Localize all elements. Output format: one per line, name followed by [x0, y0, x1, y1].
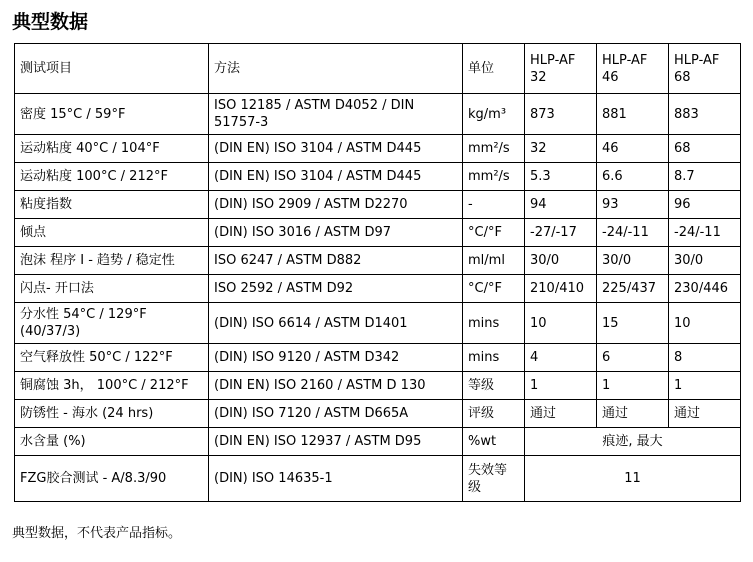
table-row [15, 191, 741, 219]
row-method: (DIN) ISO 2909 / ASTM D2270 [209, 191, 463, 219]
row-hlp-af-32: 10 [525, 303, 597, 344]
row-test-item: 泡沫 程序 I - 趋势 / 稳定性 [15, 247, 209, 275]
row-hlp-af-68: 通过 [669, 400, 741, 428]
row-hlp-af-32: 4 [525, 344, 597, 372]
row-hlp-af-68: 96 [669, 191, 741, 219]
row-hlp-af-68: 883 [669, 94, 741, 135]
table-body [15, 44, 741, 502]
row-hlp-af-46: 881 [597, 94, 669, 135]
row-test-item: 防锈性 - 海水 (24 hrs) [15, 400, 209, 428]
row-unit: mm²/s [463, 163, 525, 191]
row-hlp-af-46: 通过 [597, 400, 669, 428]
typical-data-table [14, 43, 741, 502]
row-hlp-af-46: 6.6 [597, 163, 669, 191]
row-hlp-af-46: 30/0 [597, 247, 669, 275]
row-unit: - [463, 191, 525, 219]
row-hlp-af-32: 30/0 [525, 247, 597, 275]
table-row [15, 247, 741, 275]
row-hlp-af-32: -27/-17 [525, 219, 597, 247]
row-test-item: 粘度指数 [15, 191, 209, 219]
header-hlp-af-32: HLP-AF 32 [525, 44, 597, 94]
row-unit: mins [463, 344, 525, 372]
row-hlp-af-32: 1 [525, 372, 597, 400]
row-hlp-af-68: 10 [669, 303, 741, 344]
row-unit: °C/°F [463, 275, 525, 303]
table-row [15, 372, 741, 400]
table-row [15, 428, 741, 456]
row-hlp-af-46: 46 [597, 135, 669, 163]
row-hlp-af-68: 230/446 [669, 275, 741, 303]
row-hlp-af-46: 15 [597, 303, 669, 344]
row-method: (DIN) ISO 7120 / ASTM D665A [209, 400, 463, 428]
row-method: (DIN) ISO 6614 / ASTM D1401 [209, 303, 463, 344]
table-row [15, 275, 741, 303]
row-hlp-af-32: 5.3 [525, 163, 597, 191]
row-test-item: 水含量 (%) [15, 428, 209, 456]
row-unit: ml/ml [463, 247, 525, 275]
row-test-item: FZG胶合测试 - A/8.3/90 [15, 456, 209, 502]
page-title: 典型数据 [12, 11, 89, 33]
row-method: (DIN EN) ISO 2160 / ASTM D 130 [209, 372, 463, 400]
row-hlp-af-68: 8 [669, 344, 741, 372]
row-test-item: 空气释放性 50°C / 122°F [15, 344, 209, 372]
header-hlp-af-46: HLP-AF 46 [597, 44, 669, 94]
row-hlp-af-68: 30/0 [669, 247, 741, 275]
table-row [15, 163, 741, 191]
row-test-item: 铜腐蚀 3h， 100°C / 212°F [15, 372, 209, 400]
row-test-item: 运动粘度 100°C / 212°F [15, 163, 209, 191]
row-hlp-af-46: 1 [597, 372, 669, 400]
row-hlp-af-46: 225/437 [597, 275, 669, 303]
row-method: ISO 2592 / ASTM D92 [209, 275, 463, 303]
row-unit: 评级 [463, 400, 525, 428]
row-unit: kg/m³ [463, 94, 525, 135]
header-unit: 单位 [463, 44, 525, 94]
row-method: (DIN EN) ISO 3104 / ASTM D445 [209, 163, 463, 191]
row-hlp-af-32: 32 [525, 135, 597, 163]
row-test-item: 分水性 54°C / 129°F (40/37/3) [15, 303, 209, 344]
row-method: ISO 6247 / ASTM D882 [209, 247, 463, 275]
row-test-item: 密度 15°C / 59°F [15, 94, 209, 135]
row-test-item: 闪点- 开口法 [15, 275, 209, 303]
row-unit: 失效等级 [463, 456, 525, 502]
row-hlp-af-68: 1 [669, 372, 741, 400]
table-row [15, 219, 741, 247]
row-method: ISO 12185 / ASTM D4052 / DIN 51757-3 [209, 94, 463, 135]
header-method: 方法 [209, 44, 463, 94]
row-hlp-af-68: 8.7 [669, 163, 741, 191]
row-unit: mm²/s [463, 135, 525, 163]
table-row [15, 456, 741, 502]
row-hlp-af-46: -24/-11 [597, 219, 669, 247]
row-merged-value: 痕迹, 最大 [525, 428, 741, 456]
row-test-item: 运动粘度 40°C / 104°F [15, 135, 209, 163]
row-test-item: 倾点 [15, 219, 209, 247]
row-hlp-af-32: 210/410 [525, 275, 597, 303]
table-row [15, 94, 741, 135]
table-row [15, 135, 741, 163]
row-unit: 等级 [463, 372, 525, 400]
row-hlp-af-32: 通过 [525, 400, 597, 428]
row-hlp-af-46: 93 [597, 191, 669, 219]
table-row [15, 344, 741, 372]
table-row [15, 303, 741, 344]
table-row [15, 400, 741, 428]
row-unit: %wt [463, 428, 525, 456]
row-hlp-af-46: 6 [597, 344, 669, 372]
table-header-row [15, 44, 741, 94]
row-unit: mins [463, 303, 525, 344]
row-merged-value: 11 [525, 456, 741, 502]
row-method: (DIN EN) ISO 3104 / ASTM D445 [209, 135, 463, 163]
row-method: (DIN) ISO 14635-1 [209, 456, 463, 502]
row-method: (DIN) ISO 3016 / ASTM D97 [209, 219, 463, 247]
footnote: 典型数据，不代表产品指标。 [12, 526, 182, 541]
row-hlp-af-68: -24/-11 [669, 219, 741, 247]
header-hlp-af-68: HLP-AF 68 [669, 44, 741, 94]
row-method: (DIN EN) ISO 12937 / ASTM D95 [209, 428, 463, 456]
row-hlp-af-32: 94 [525, 191, 597, 219]
row-hlp-af-32: 873 [525, 94, 597, 135]
row-method: (DIN) ISO 9120 / ASTM D342 [209, 344, 463, 372]
row-unit: °C/°F [463, 219, 525, 247]
row-hlp-af-68: 68 [669, 135, 741, 163]
header-test-item: 测试项目 [15, 44, 209, 94]
